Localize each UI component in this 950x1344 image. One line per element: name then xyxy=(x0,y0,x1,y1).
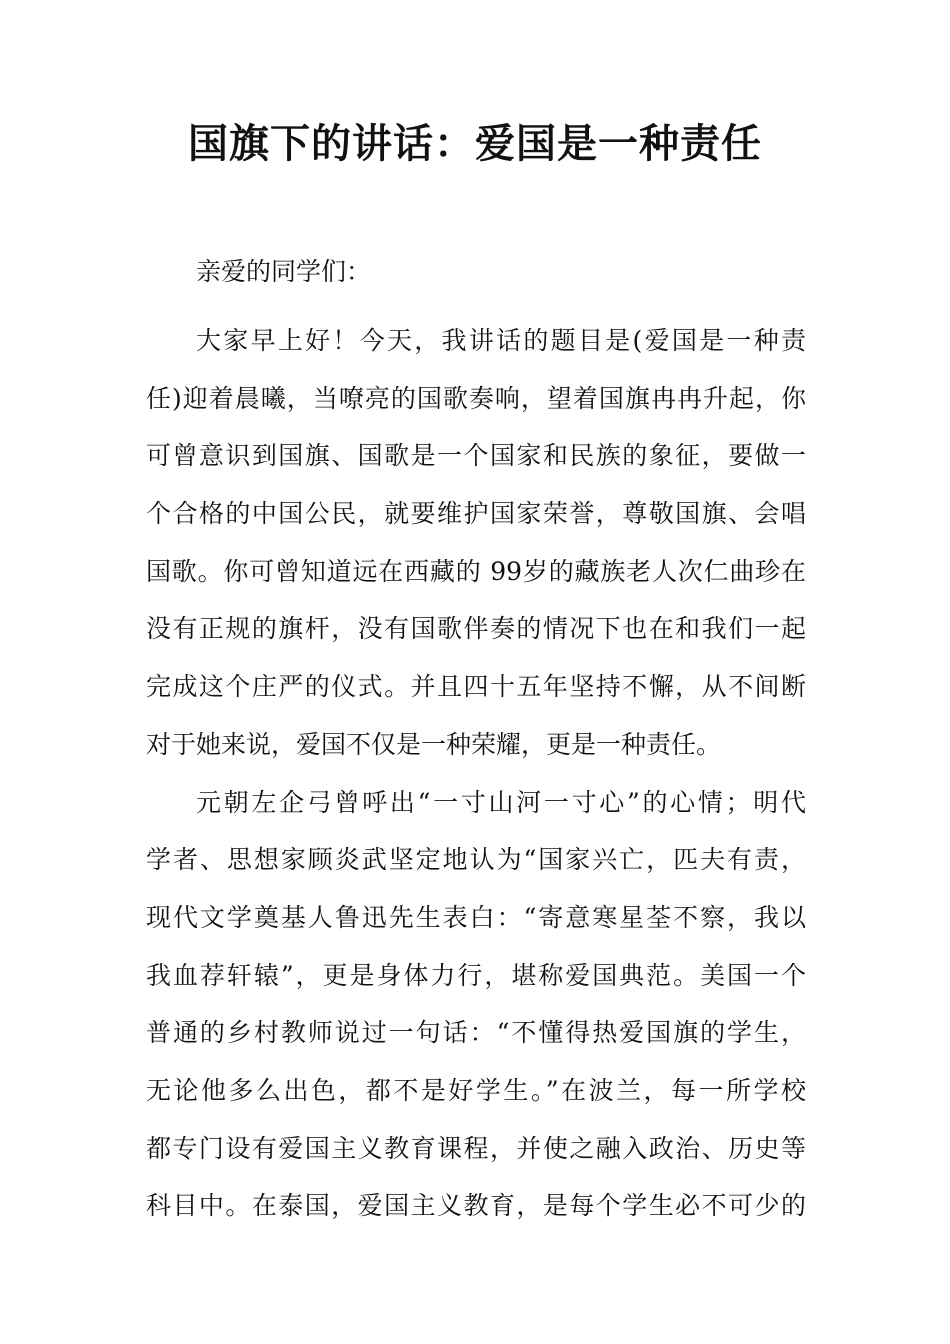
document-title: 国旗下的讲话：爱国是一种责任 xyxy=(188,120,762,167)
text-line: 现代文学奠基人鲁迅先生表白：“寄意寒星荃不察，我以 xyxy=(146,902,806,932)
text-line: 没有正规的旗杆，没有国歌伴奏的情况下也在和我们一起 xyxy=(146,614,806,644)
text-line: 国歌。你可曾知道远在西藏的 99岁的藏族老人次仁曲珍在 xyxy=(146,556,806,586)
text-line: 任)迎着晨曦，当嘹亮的国歌奏响，望着国旗冉冉升起，你 xyxy=(146,383,806,413)
text-line: 个合格的中国公民，就要维护国家荣誉，尊敬国旗、会唱 xyxy=(146,499,806,529)
text-line: 都专门设有爱国主义教育课程，并使之融入政治、历史等 xyxy=(146,1133,806,1163)
text-line: 大家早上好！今天，我讲话的题目是(爱国是一种责 xyxy=(196,326,806,355)
text-line: 我血荐轩辕”，更是身体力行，堪称爱国典范。美国一个 xyxy=(146,960,806,990)
text-line: 无论他多么出色，都不是好学生。”在波兰，每一所学校 xyxy=(146,1075,806,1105)
text-line: 可曾意识到国旗、国歌是一个国家和民族的象征，要做一 xyxy=(146,441,806,471)
text-line: 普通的乡村教师说过一句话：“不懂得热爱国旗的学生， xyxy=(146,1018,806,1048)
document-body xyxy=(146,312,806,1235)
text-line: 对于她来说，爱国不仅是一种荣耀，更是一种责任。 xyxy=(146,729,722,759)
text-line: 元朝左企弓曾呼出“一寸山河一寸心”的心情；明代 xyxy=(196,787,806,817)
text-line: 完成这个庄严的仪式。并且四十五年坚持不懈，从不间断 xyxy=(146,672,806,702)
text-line: 科目中。在泰国，爱国主义教育，是每个学生必不可少的 xyxy=(146,1191,806,1221)
text-line: 学者、思想家顾炎武坚定地认为“国家兴亡，匹夫有责， xyxy=(146,845,806,875)
salutation: 亲爱的同学们： xyxy=(196,257,372,286)
